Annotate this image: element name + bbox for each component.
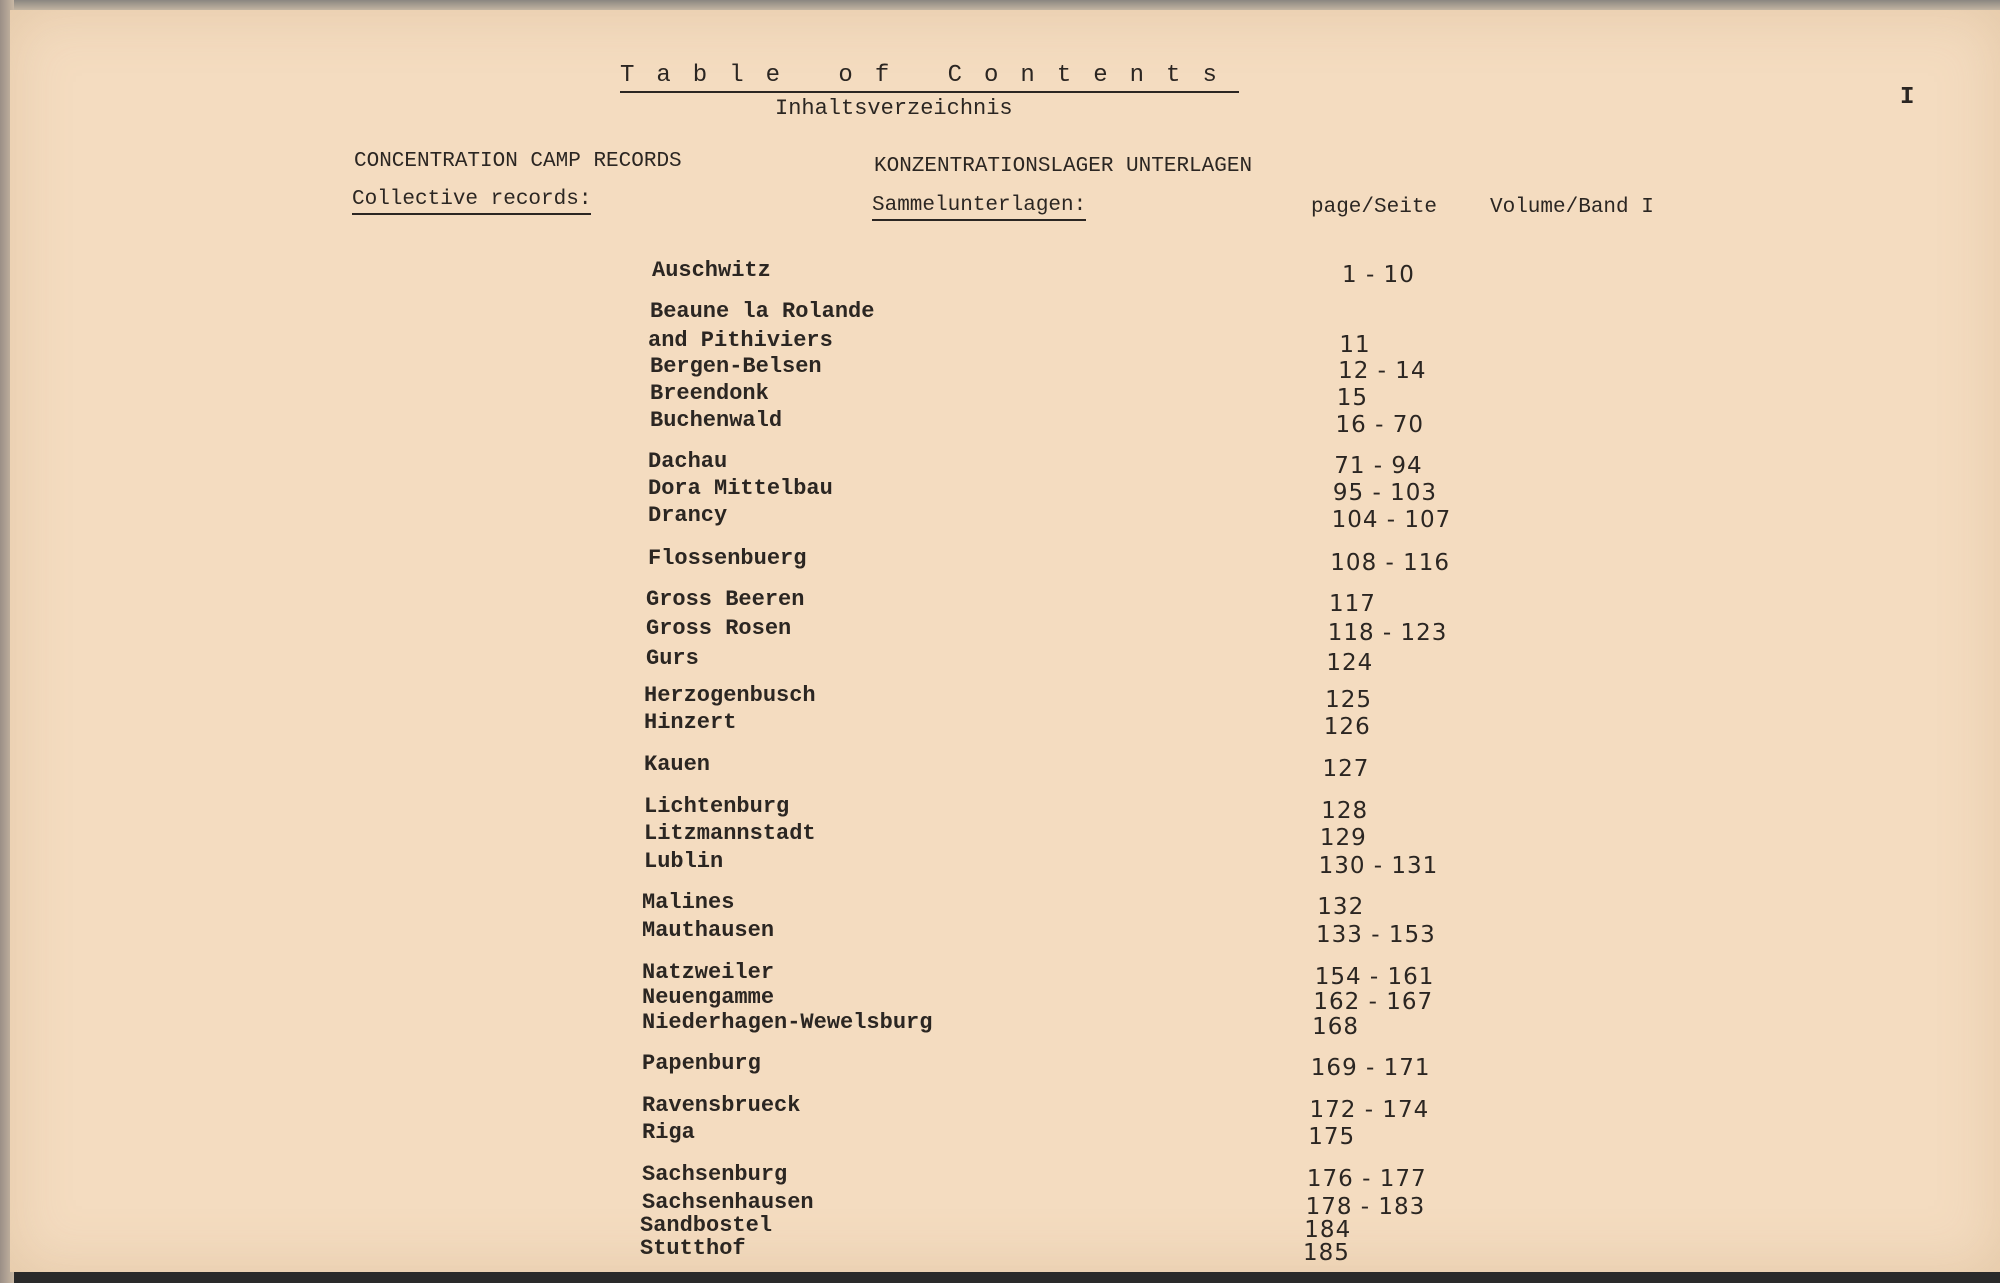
- camp-name: Dachau: [648, 449, 728, 474]
- page-range: 108 - 116: [1330, 550, 1451, 576]
- camp-name: Lublin: [644, 849, 724, 874]
- page-subtitle: Inhaltsverzeichnis: [775, 96, 1013, 121]
- camp-name: and Pithiviers: [648, 328, 833, 353]
- camp-name: Dora Mittelbau: [648, 476, 833, 501]
- camp-name: Sachsenburg: [642, 1162, 788, 1187]
- page-range: 11: [1339, 332, 1371, 358]
- page-range: 172 - 174: [1309, 1097, 1430, 1123]
- page-range: 1 - 10: [1342, 262, 1415, 288]
- page-range: 175: [1308, 1124, 1356, 1150]
- camp-name: Kauen: [644, 752, 711, 777]
- page-range: 127: [1322, 756, 1370, 782]
- camp-name: Mauthausen: [642, 918, 775, 943]
- camp-name: Flossenbuerg: [648, 546, 807, 571]
- page-range: 118 - 123: [1327, 620, 1448, 646]
- camp-name: Gross Beeren: [646, 587, 805, 612]
- subheading-en: Collective records:: [352, 188, 591, 215]
- camp-name: Auschwitz: [652, 258, 771, 283]
- section-heading-de: KONZENTRATIONSLAGER UNTERLAGEN: [874, 155, 1253, 178]
- volume-column-header: Volume/Band I: [1490, 196, 1654, 219]
- camp-name: Natzweiler: [642, 960, 775, 985]
- page-range: 133 - 153: [1316, 922, 1436, 948]
- camp-name: Litzmannstadt: [644, 821, 816, 846]
- page-range: 117: [1329, 591, 1376, 617]
- camp-name: Hinzert: [644, 710, 737, 735]
- page-range: 169 - 171: [1310, 1055, 1431, 1081]
- camp-name: Drancy: [648, 503, 728, 528]
- page-range: 125: [1325, 687, 1372, 713]
- camp-name: Beaune la Rolande: [650, 299, 875, 324]
- page-range: 71 - 94: [1334, 453, 1423, 479]
- page-range: 178 - 183: [1305, 1194, 1426, 1220]
- camp-name: Lichtenburg: [644, 794, 790, 819]
- camp-name: Ravensbrueck: [642, 1093, 801, 1118]
- camp-name: Bergen-Belsen: [650, 354, 822, 379]
- camp-name: Gurs: [646, 646, 699, 671]
- camp-name: Sandbostel: [640, 1213, 773, 1238]
- page-column-header: page/Seite: [1311, 196, 1438, 219]
- page-range: 104 - 107: [1331, 507, 1452, 533]
- camp-name: Niederhagen-Wewelsburg: [642, 1010, 933, 1035]
- subheading-de: Sammelunterlagen:: [872, 194, 1086, 221]
- camp-name: Breendonk: [650, 381, 769, 406]
- page-range: 176 - 177: [1306, 1166, 1427, 1192]
- page-range: 162 - 167: [1313, 989, 1434, 1015]
- page-range: 132: [1317, 894, 1365, 920]
- page-range: 185: [1303, 1240, 1350, 1266]
- camp-name: Herzogenbusch: [644, 683, 816, 708]
- page-range: 129: [1319, 825, 1367, 851]
- page-range: 128: [1321, 798, 1369, 824]
- camp-name: Gross Rosen: [646, 616, 792, 641]
- page-range: 124: [1326, 650, 1374, 676]
- camp-name: Sachsenhausen: [642, 1190, 814, 1215]
- page-number: I: [1900, 84, 1915, 111]
- camp-name: Neuengamme: [642, 985, 775, 1010]
- page-range: 168: [1312, 1014, 1359, 1040]
- page-range: 12 - 14: [1338, 358, 1427, 384]
- camp-name: Papenburg: [642, 1051, 761, 1076]
- page-range: 95 - 103: [1332, 480, 1437, 506]
- page-range: 154 - 161: [1314, 964, 1435, 990]
- camp-name: Malines: [642, 890, 735, 915]
- page-title: Table of Contents: [620, 62, 1239, 93]
- page-range: 15: [1336, 385, 1369, 411]
- camp-name: Stutthof: [640, 1236, 746, 1261]
- camp-name: Riga: [642, 1120, 695, 1145]
- section-heading-en: CONCENTRATION CAMP RECORDS: [354, 150, 682, 173]
- page-range: 126: [1323, 714, 1371, 740]
- camp-name: Buchenwald: [650, 408, 783, 433]
- page-range: 130 - 131: [1318, 853, 1439, 879]
- page-range: 16 - 70: [1335, 412, 1424, 438]
- page-range: 184: [1304, 1217, 1352, 1243]
